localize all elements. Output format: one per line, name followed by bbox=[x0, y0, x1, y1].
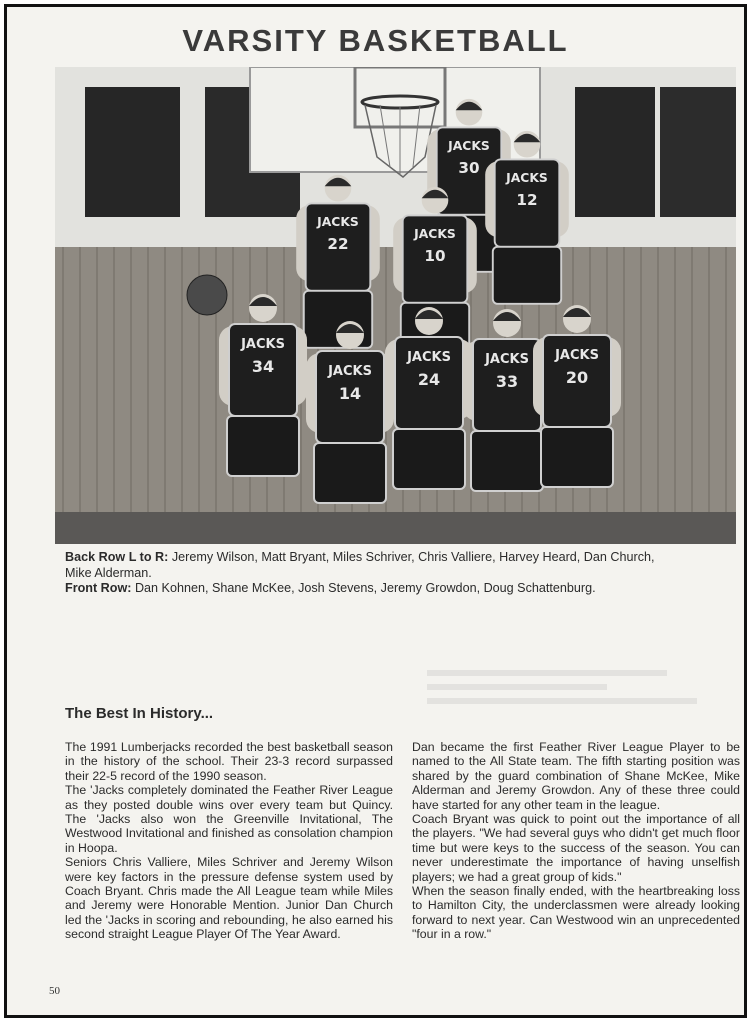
team-photo bbox=[55, 67, 736, 544]
basketball-icon bbox=[187, 275, 227, 315]
jersey-number: 12 bbox=[516, 191, 538, 209]
jersey-text: JACKS bbox=[448, 139, 490, 154]
jersey-number: 20 bbox=[565, 368, 589, 387]
jersey-number: 34 bbox=[251, 357, 275, 376]
caption-front-row bbox=[65, 581, 737, 597]
jersey-text: JACKS bbox=[485, 352, 529, 367]
jersey-text: JACKS bbox=[241, 337, 285, 352]
jersey-number: 10 bbox=[424, 247, 446, 265]
article-paragraph: The 'Jacks completely dominated the Feather River League as they posted double wins over every team but Quincy. The 'Jacks also won the Greenville Invitational, The Westwood Invitational and finished as consolation champion in Hoopa. bbox=[65, 783, 393, 855]
jersey-text: JACKS bbox=[555, 348, 599, 363]
page-number: 50 bbox=[49, 985, 60, 997]
article-left-column bbox=[65, 740, 393, 942]
caption-back-row bbox=[65, 550, 737, 566]
article-paragraph: The 1991 Lumberjacks recorded the best basketball season in the history of the school. Their 23-3 record surpassed their 22-5 record of the 1990 season. bbox=[65, 740, 393, 783]
jersey-text: JACKS bbox=[414, 227, 456, 242]
front-row-names: Dan Kohnen, Shane McKee, Josh Stevens, Jeremy Growdon, Doug Schattenburg. bbox=[134, 581, 596, 595]
article-paragraph: Coach Bryant was quick to point out the importance of all the players. "We had several guys who didn't get much floor time but were keys to the success of the season. You can never underestimate the importance of having unselfish players; we had a great group of kids." bbox=[412, 812, 740, 884]
article-paragraph: Dan became the first Feather River League Player to be named to the All State team. The fifth starting position was shared by the guard combination of Shane McKee, Mike Alderman and Jeremy Growdon. Any of these three could have started for any other team in the league. bbox=[412, 740, 740, 812]
yearbook-page bbox=[4, 4, 747, 1018]
jersey-number: 33 bbox=[495, 372, 519, 391]
back-row-names: Jeremy Wilson, Matt Bryant, Miles Schriver, Chris Valliere, Harvey Heard, Dan Church, bbox=[171, 550, 655, 564]
jersey-number: 24 bbox=[417, 370, 441, 389]
jersey-text: JACKS bbox=[328, 364, 372, 379]
article-right-column bbox=[412, 740, 740, 942]
back-row-label: Back Row L to R: bbox=[65, 550, 169, 564]
team-photo-image bbox=[55, 67, 736, 544]
jersey-number: 30 bbox=[458, 159, 480, 177]
bleed-through-text bbox=[427, 662, 727, 732]
back-row-names-continued: Mike Alderman. bbox=[65, 565, 152, 580]
jersey-number: 14 bbox=[338, 384, 362, 403]
page-title: VARSITY BASKETBALL bbox=[182, 23, 569, 58]
jersey-text: JACKS bbox=[317, 215, 359, 230]
jersey-text: JACKS bbox=[506, 171, 548, 186]
article-paragraph: Seniors Chris Valliere, Miles Schriver and Jeremy Wilson were key factors in the pressure defense system used by Coach Bryant. Chris made the All League team while Miles and Jeremy were Honorable Mention. Junior Dan Church led the 'Jacks in scoring and rebounding, he also earned his second straight League Player Of The Year Award. bbox=[65, 855, 393, 942]
jersey-number: 22 bbox=[327, 235, 349, 253]
article-paragraph: When the season finally ended, with the heartbreaking loss to Hamilton City, the underclassmen were already looking forward to next year. Can Westwood win an unprecedented "four in a row." bbox=[412, 884, 740, 942]
article-headline: The Best In History... bbox=[65, 705, 214, 722]
photo-caption bbox=[65, 550, 737, 597]
front-row-label: Front Row: bbox=[65, 581, 132, 595]
jersey-text: JACKS bbox=[407, 350, 451, 365]
